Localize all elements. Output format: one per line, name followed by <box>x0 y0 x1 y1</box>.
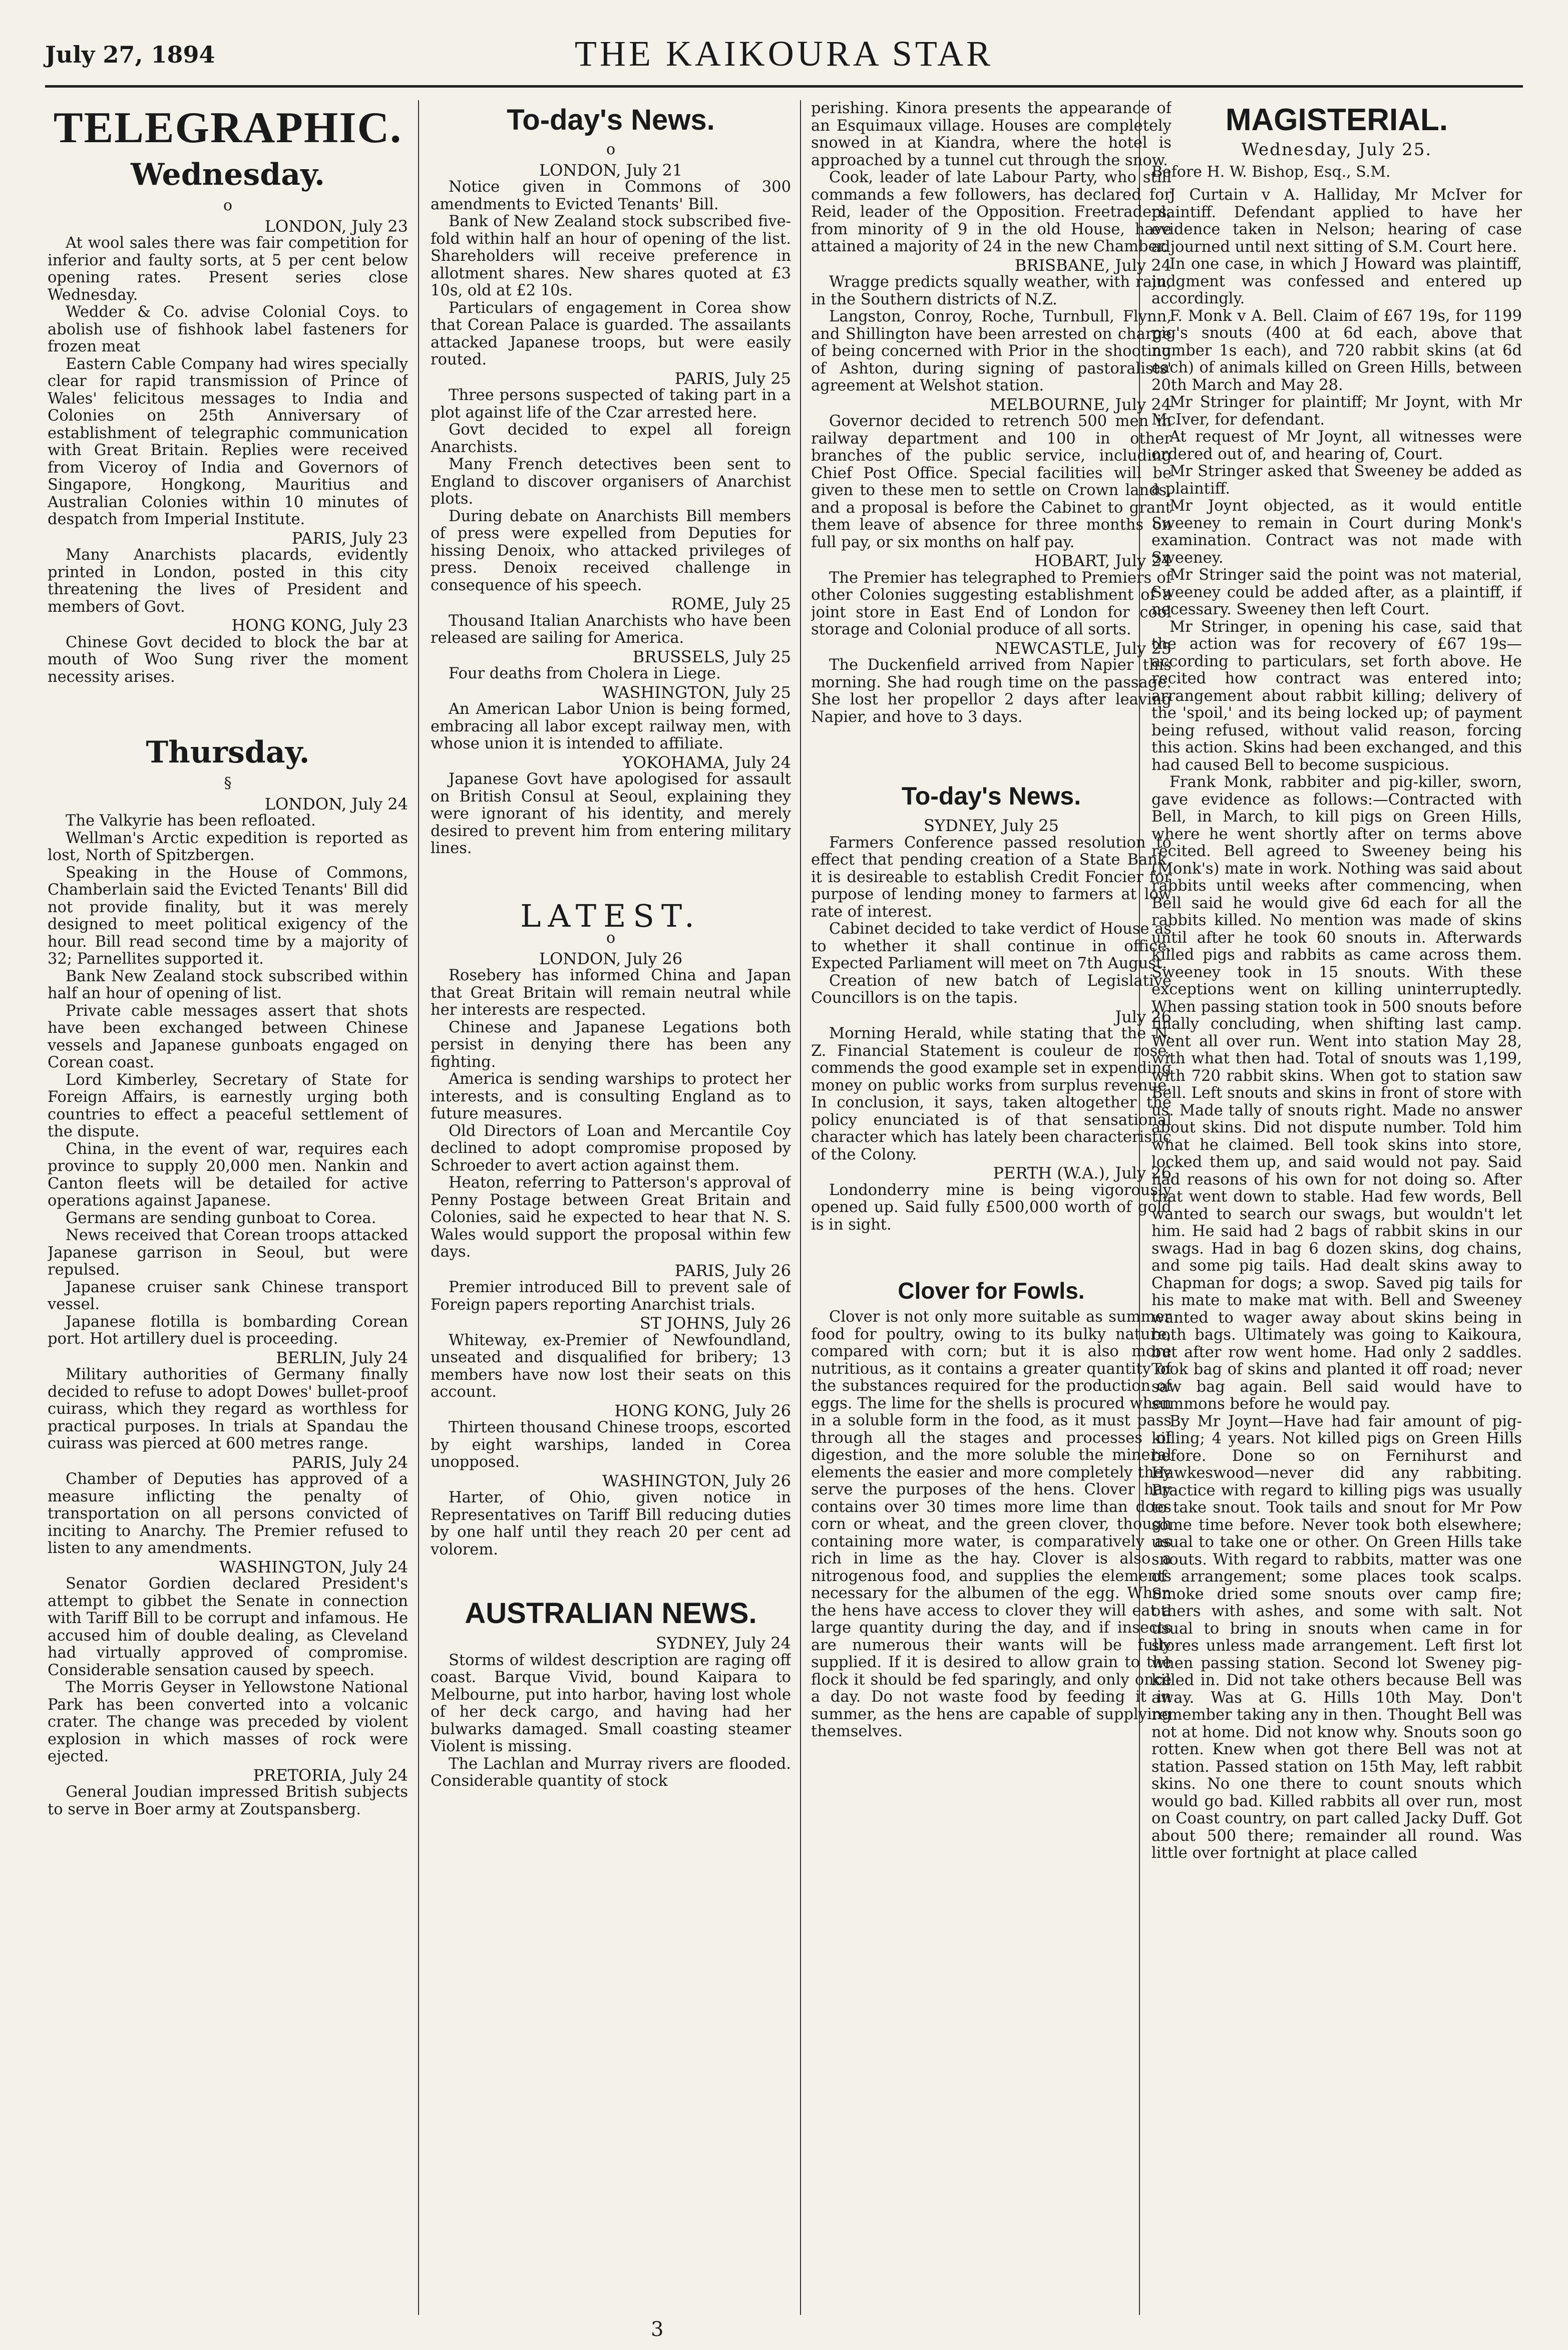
article-paragraph: America is sending warships to protect her interests, and is consulting England as to future measures. <box>431 1070 791 1122</box>
article-paragraph: Japanese cruiser sank Chinese transport vessel. <box>48 1278 408 1313</box>
article-paragraph: Langston, Conroy, Roche, Turnbull, Flynn, and Shillington have been arrested on charge of being concerned with Prior in the shooting of Ashton, during signing of pastoralists' agreement at Welshot station. <box>811 308 1171 395</box>
dateline: SYDNEY, July 24 <box>655 1634 791 1653</box>
article-list <box>811 100 1171 726</box>
article-paragraph: The Lachlan and Murray rivers are flooded. Considerable quantity of stock <box>431 1755 791 1790</box>
dateline: HONG KONG, July 23 <box>231 616 408 635</box>
dateline: WASHINGTON, July 26 <box>602 1471 791 1490</box>
dateline: NEWCASTLE, July 25 <box>995 638 1171 658</box>
article-paragraph: The Premier has telegraphed to Premiers of other Colonies suggesting establishment of a joint store in East End of London for cool storage and Colonial produce of all sorts. <box>811 569 1171 638</box>
dateline: WASHINGTON, July 24 <box>219 1557 408 1577</box>
dateline: PRETORIA, July 24 <box>253 1765 408 1785</box>
section-heading-clover: Clover for Fowls. <box>898 1278 1085 1304</box>
article-paragraph: Particulars of engagement in Corea show that Corean Palace is guarded. The assailants attacked Japanese troops, but were easily routed. <box>431 299 791 368</box>
article-paragraph: Many Anarchists placards, evidently printed in London, posted in this city threatening the lives of President and members of Govt. <box>48 546 408 616</box>
article-paragraph: Wellman's Arctic expedition is reported as lost, North of Spitzbergen. <box>48 829 408 864</box>
court-byline: Before H. W. Bishop, Esq., S.M. <box>1151 163 1391 181</box>
dateline: LONDON, July 21 <box>539 160 683 180</box>
article-list <box>431 162 791 858</box>
ornament: o <box>223 197 233 214</box>
article-paragraph: Rosebery has informed China and Japan that Great Britain will remain neutral while her interests are respected. <box>431 967 791 1019</box>
article-list <box>48 796 408 1819</box>
article-paragraph: Speaking in the House of Commons, Chamberlain said the Evicted Tenants' Bill did not provide finality, but it was merely designed to meet political exigency of the hour. Bill read second time by a majority of 32; Parnellites supported it. <box>48 864 408 968</box>
article-paragraph: Mr Stringer, in opening his case, said that the action was for recovery of £67 19s—according to particulars, set forth above. He recited how contract was entered into; arrangement about rabbit killing; delivery of the 'spoil,' and its being locked up; of payment being refused, without valid reason, forcing this action. Skins had been exchanged, and this had caused Bell to become suspicious. <box>1151 618 1522 774</box>
dateline: PARIS, July 25 <box>674 368 791 388</box>
column-telegraphic <box>48 100 408 2315</box>
dateline: BERLIN, July 24 <box>276 1348 408 1367</box>
article-paragraph: Govt decided to expel all foreign Anarchists. <box>431 421 791 456</box>
dateline: ST JOHNS, July 26 <box>639 1314 791 1333</box>
article-paragraph: Three persons suspected of taking part in a plot against life of the Czar arrested here. <box>431 386 791 422</box>
dateline: WASHINGTON, July 25 <box>602 682 791 702</box>
dateline: HOBART, July 24 <box>1034 551 1171 570</box>
article-paragraph: Morning Herald, while stating that the N. Z. Financial Statement is couleur de rose, commends the good example set in expending money on public works from surplus revenue. In conclusion, it says, taken altogether the policy enunciated is of that sensational character which has lately been characteristic of the Colony. <box>811 1025 1171 1163</box>
article-paragraph: Chinese and Japanese Legations both persist in denying there has been any fighting. <box>431 1018 791 1071</box>
article-paragraph: Old Directors of Loan and Mercantile Coy declined to adopt compromise proposed by Schroeder to avert action against them. <box>431 1122 791 1174</box>
section-heading-australian-news: AUSTRALIAN NEWS. <box>465 1597 757 1630</box>
dateline: July 26 <box>1115 1007 1171 1026</box>
court-date: Wednesday, July 25. <box>1241 140 1432 160</box>
article-list <box>431 950 791 1559</box>
article-paragraph: Notice given in Commons of 300 amendments to Evicted Tenants' Bill. <box>431 178 791 213</box>
article-paragraph: The Duckenfield arrived from Napier this morning. She had rough time on the passage. She lost her propellor 2 days after leaving Napier, and hove to 3 days. <box>811 656 1171 726</box>
article-paragraph: General Joudian impressed British subjects to serve in Boer army at Zoutspansberg. <box>48 1783 408 1818</box>
article-paragraph: Four deaths from Cholera in Liege. <box>449 665 721 682</box>
page-mark: 3 <box>651 2318 664 2341</box>
section-heading-todays-news-2: To-day's News. <box>901 782 1081 810</box>
article-paragraph: Thousand Italian Anarchists who have been released are sailing for America. <box>431 612 791 647</box>
ornament: § <box>224 774 232 792</box>
dateline: BRUSSELS, July 25 <box>632 647 791 666</box>
article-paragraph: Eastern Cable Company had wires specially clear for rapid transmission of Prince of Wales' felicitous messages to India and Colonies on 25th Anniversary of establishment of telegraphic communication with Great Britain. Replies were received from Viceroy of India and Governors of Singapore, Hongkong, Mauritius and Australian Colonies within 10 minutes of despatch from Imperial Institute. <box>48 355 408 528</box>
article-list <box>811 1309 1171 1741</box>
article-paragraph: F. Monk v A. Bell. Claim of £67 19s, for 1199 pig's snouts (400 at 6d each, above that number 1s each), and 720 rabbit skins (at 6d each) of animals killed on Green Hills, between 20th March and May 28. <box>1151 307 1522 394</box>
article-paragraph: Creation of new batch of Legislative Councillors is on the tapis. <box>811 972 1171 1007</box>
article-paragraph: Mr Stringer asked that Sweeney be added as a plaintiff. <box>1151 463 1522 498</box>
article-paragraph: Japanese Govt have apologised for assault on British Consul at Seoul, explaining they were ignorant of his identity, and merely desired to prevent him from entering military lines. <box>431 770 791 857</box>
article-paragraph: Mr Joynt objected, as it would entitle Sweeney to remain in Court during Monk's examination. Contract was not made with Sweeney. <box>1151 497 1522 567</box>
article-paragraph: The Morris Geyser in Yellowstone National Park has been converted into a volcanic crater. The change was preceded by violent explosion in which masses of rock were ejected. <box>48 1679 408 1765</box>
column-magisterial <box>1151 100 1522 2315</box>
column-todays-news <box>431 100 791 2315</box>
article-paragraph: Mr Stringer for plaintiff; Mr Joynt, with Mr McIver, for defendant. <box>1151 394 1522 429</box>
article-paragraph: Bank of New Zealand stock subscribed five-fold within half an hour of opening of the list. Shareholders will receive preference in allotment shares. New shares quoted at £3 10s, old at £2 10s. <box>431 213 791 299</box>
article-paragraph: China, in the event of war, requires each province to supply 20,000 men. Nankin and Canton fleets will be detailed for active operations against Japanese. <box>48 1140 408 1210</box>
dateline: LONDON, July 24 <box>264 794 408 814</box>
issue-date: July 27, 1894 <box>45 41 215 68</box>
column-rule <box>800 100 801 2315</box>
dateline: BRISBANE, July 24 <box>1014 255 1171 275</box>
section-heading-telegraphic: TELEGRAPHIC. <box>53 104 403 152</box>
article-paragraph: Japanese flotilla is bombarding Corean port. Hot artillery duel is proceeding. <box>48 1313 408 1348</box>
article-paragraph: Lord Kimberley, Secretary of State for Foreign Affairs, is earnestly urging both countries to effect a peaceful settlement of the dispute. <box>48 1071 408 1140</box>
dateline: LONDON, July 26 <box>539 949 683 968</box>
dateline: HONG KONG, July 26 <box>614 1401 791 1420</box>
article-list <box>1151 187 1522 1862</box>
article-paragraph: At wool sales there was fair competition for inferior and faulty sorts, at 5 per cent below opening rates. Present series close Wednesday. <box>48 234 408 304</box>
article-paragraph: At request of Mr Joynt, all witnesses were ordered out of, and hearing of, Court. <box>1151 428 1522 463</box>
section-heading-latest: LATEST. <box>520 897 701 934</box>
article-paragraph: Private cable messages assert that shots have been exchanged between Chinese vessels and Japanese gunboats engaged on Corean coast. <box>48 1002 408 1071</box>
article-paragraph: Premier introduced Bill to prevent sale of Foreign papers reporting Anarchist trials. <box>431 1279 791 1314</box>
article-paragraph: Cook, leader of late Labour Party, who still commands a few followers, has declared for Reid, leader of the Opposition. Freetraders, from minority of 9 in the old House, have attained a majority of 24 in the new Chamber. <box>811 169 1171 255</box>
article-paragraph: Heaton, referring to Patterson's approval of Penny Postage between Great Britain and Colonies, said he expected to hear that N. S. Wales would support the proposal within few days. <box>431 1174 791 1261</box>
dateline: ROME, July 25 <box>671 594 791 613</box>
article-paragraph: Many French detectives been sent to England to discover organisers of Anarchist plots. <box>431 456 791 508</box>
article-paragraph: By Mr Joynt—Have had fair amount of pig-killing; 4 years. Not killed pigs on Green Hills before. Done so on Fernihurst and Hawkeswood—never did any rabbiting. Practice with regard to killing pigs was usually to take snout. Took tails and snout for Mr Pow some time before. Never took both elsewhere; usual to take one or other. On Green Hills take snouts. With regard to rabbits, matter was one of arrangement; some places took scalps. Smoke dried some snouts over camp fire; others with ashes, and some with salt. Not usual to bring in snouts when came in for stores unless made arrangement. Left first lot when passing station. Second lot Sweney pig-killed in. Did not take others because Bell was away. Was at G. Hills 10th May. Don't remember taking any in then. Thought Bell was not at home. Did not know why. Snouts soon go rotten. Knew when got there Bell was not at station. Passed station on 15th May, left rabbit skins. No one there to count snouts which would go bad. Killed rabbits all over run, most on Coast country, on part called Jacky Duff. Got about 500 there; remainder all round. Was little over fortnight at place called <box>1151 1412 1522 1862</box>
section-heading-magisterial: MAGISTERIAL. <box>1225 103 1448 137</box>
article-paragraph: Farmers Conference passed resolution to effect that pending creation of a State Bank, it is desireable to establish Credit Foncier for purpose of lending money to farmers at low rate of interest. <box>811 834 1171 921</box>
article-paragraph: Military authorities of Germany finally decided to refuse to adopt Dowes' bullet-proof cuirass, which they regard as worthless for practical purposes. In trials at Spandau the cuirass was pierced at 600 metres range. <box>48 1366 408 1452</box>
dateline: PARIS, July 26 <box>674 1261 791 1280</box>
article-list <box>811 817 1171 1234</box>
article-paragraph: Clover is not only more suitable as summer food for poultry, owing to its bulky nature, compared with corn; but it is also more nutritious, as it contains a greater quantity of the substances required for the production of eggs. The lime for the shells is procured when in a soluble form in the food, as it must pass through all the stages and processes of digestion, and the more soluble the mineral elements the easier and more completely they serve the purposes of the hens. Clover hay contains over 30 times more lime than does corn or wheat, and the green clover, though containing more water, is comparatively as rich in lime as the hay. Clover is also a nitrogenous food, and supplies the elements necessary for the albumen of the egg. When the hens have access to clover they will eat a large quantity during the day, and if insects are numerous their wants will be fully supplied. If it is desired to allow grain to the flock it should be fed sparingly, and only once a day. Do not waste food by feeding it in summer, as the hens are capable of supplying themselves. <box>811 1308 1171 1740</box>
dateline: PARIS, July 23 <box>291 528 408 548</box>
subheading-thursday: Thursday. <box>146 735 310 770</box>
section-heading-todays-news: To-day's News. <box>507 104 715 136</box>
dateline: PARIS, July 24 <box>291 1452 408 1472</box>
article-paragraph: Mr Stringer said the point was not material, Sweeney could be added after, as a plaintiff, if necessary. Sweeney then left Court. <box>1151 566 1522 618</box>
dateline: SYDNEY, July 25 <box>923 816 1059 835</box>
article-paragraph: During debate on Anarchists Bill members of press were expelled from Deputies for hissing Denoix, who attacked privileges of press. Denoix received challenge in consequence of his speech. <box>431 507 791 594</box>
subheading-wednesday: Wednesday. <box>131 157 325 192</box>
article-paragraph: perishing. Kinora presents the appearance of an Esquimaux village. Houses are completely snowed in at Kiandra, where the hotel is approached by a tunnel cut through the snow. <box>811 100 1171 169</box>
article-paragraph: An American Labor Union is being formed, embracing all labor except railway men, with whose union it is intended to affiliate. <box>431 700 791 752</box>
ornament: o <box>606 929 616 947</box>
dateline: YOKOHAMA, July 24 <box>622 752 791 772</box>
article-paragraph: Whiteway, ex-Premier of Newfoundland, unseated and disqualified for bribery; 13 members have now lost their seats on this account. <box>431 1331 791 1401</box>
article-list <box>48 218 408 686</box>
article-paragraph: Cabinet decided to take verdict of House as to whether it shall continue in office. Expected Parliament will meet on 7th August. <box>811 920 1171 972</box>
article-paragraph: Londonderry mine is being vigorously opened up. Said fully £500,000 worth of gold is in sight. <box>811 1181 1171 1234</box>
article-paragraph: News received that Corean troops attacked Japanese garrison in Seoul, but were repulsed. <box>48 1227 408 1279</box>
column-rule <box>418 100 419 2315</box>
article-paragraph: Bank New Zealand stock subscribed within half an hour of opening of list. <box>48 967 408 1002</box>
ornament: o <box>606 141 616 158</box>
column-australian-continued <box>811 100 1171 2315</box>
article-list <box>431 1635 791 1790</box>
article-paragraph: In one case, in which J Howard was plaintiff, judgment was confessed and entered up accordingly. <box>1151 255 1522 307</box>
article-paragraph: Frank Monk, rabbiter and pig-killer, sworn, gave evidence as follows:—Contracted with Bell, in March, to kill pigs on Green Hills, where he went shortly after on terms above recited. Bell agreed to Sweeney being his (Monk's) mate in work. Nothing was said about rabbits until weeks after commencing, when Bell said he would give 6d each for all the rabbits killed. No mention was made of skins until after he took 60 snouts in. Afterwards killed pigs and rabbits as came across them. Sweeney took in 15 snouts. With these exceptions went on killing uninterruptedly. When passing station took in 500 snouts before finally concluding, when shifting last camp. Went all over run. Went into station May 28, with what then had. Total of snouts was 1,199, with 720 rabbit skins. When got to station saw Bell. Left snouts and skins in front of store with us. Made tally of snouts right. Made no answer about skins. Did not dispute number. Told him what he claimed. Bell took skins into store, locked them up, and said would not pay. Said had reasons of his own for not doing so. After that went down to stable. Had few words, Bell wanted to search our swags, but wouldn't let him. He said had 2 bags of rabbit skins in our swags. Had in bag 6 dozen skins, dog chains, and some pig tails. Had dealt skins away to Chapman for dogs; a swop. Saved pig tails for his mate to make mat with. Bell and Sweeney wanted to wager away about skins being in both bags. Ultimately was going to Kaikoura, but after row went home. Had only 2 saddles. Took bag of skins and planted it off road; never saw bag again. Bell said would have to summons before he would pay. <box>1151 773 1522 1413</box>
article-paragraph: Chinese Govt decided to block the bar at mouth of Woo Sung river the moment necessity arises. <box>48 633 408 686</box>
masthead <box>45 20 1523 88</box>
article-paragraph: The Valkyrie has been refloated. <box>66 812 316 830</box>
article-paragraph: Senator Gordien declared President's attempt to gibbet the Senate in connection with Tariff Bill to be corrupt and infamous. He accused him of double dealing, as Cleveland had virtually approved of compromise. Considerable sensation caused by speech. <box>48 1575 408 1679</box>
article-paragraph: Germans are sending gunboat to Corea. <box>66 1209 376 1227</box>
article-paragraph: Wedder & Co. advise Colonial Coys. to abolish use of fishhook label fasteners for frozen meat <box>48 303 408 355</box>
article-paragraph: Thirteen thousand Chinese troops, escorted by eight warships, landed in Corea unopposed. <box>431 1419 791 1471</box>
article-paragraph: Wragge predicts squally weather, with rain, in the Southern districts of N.Z. <box>811 273 1171 308</box>
article-paragraph: Governor decided to retrench 500 men in railway department and 100 in other branches of the public service, including Chief Post Office. Special facilities will be given to these men to settle on Crown lands, and a proposal is before the Cabinet to grant them leave of absence for three months on full pay, or six months on half pay. <box>811 413 1171 551</box>
dateline: MELBOURNE, July 24 <box>989 395 1171 414</box>
article-paragraph: J Curtain v A. Halliday, Mr McIver for plaintiff. Defendant applied to have her evidence taken in Nelson; hearing of case adjourned until next sitting of S.M. Court here. <box>1151 186 1522 256</box>
dateline: LONDON, July 23 <box>264 216 408 236</box>
article-paragraph: Chamber of Deputies has approved of a measure inflicting the penalty of transportation on all persons convicted of inciting to Anarchy. The Premier refused to listen to any amendments. <box>48 1470 408 1557</box>
article-paragraph: Storms of wildest description are raging off coast. Barque Vivid, bound Kaipara to Melbourne, put into harbor, having lost whole of her deck cargo, and having had her bulwarks damaged. Small coasting steamer Violent is missing. <box>431 1651 791 1755</box>
dateline: PERTH (W.A.), July 26 <box>993 1163 1171 1183</box>
article-paragraph: Harter, of Ohio, given notice in Representatives on Tariff Bill reducing duties by one half until they reach 20 per cent ad volorem. <box>431 1489 791 1558</box>
newspaper-title: THE KAIKOURA STAR <box>574 34 994 74</box>
